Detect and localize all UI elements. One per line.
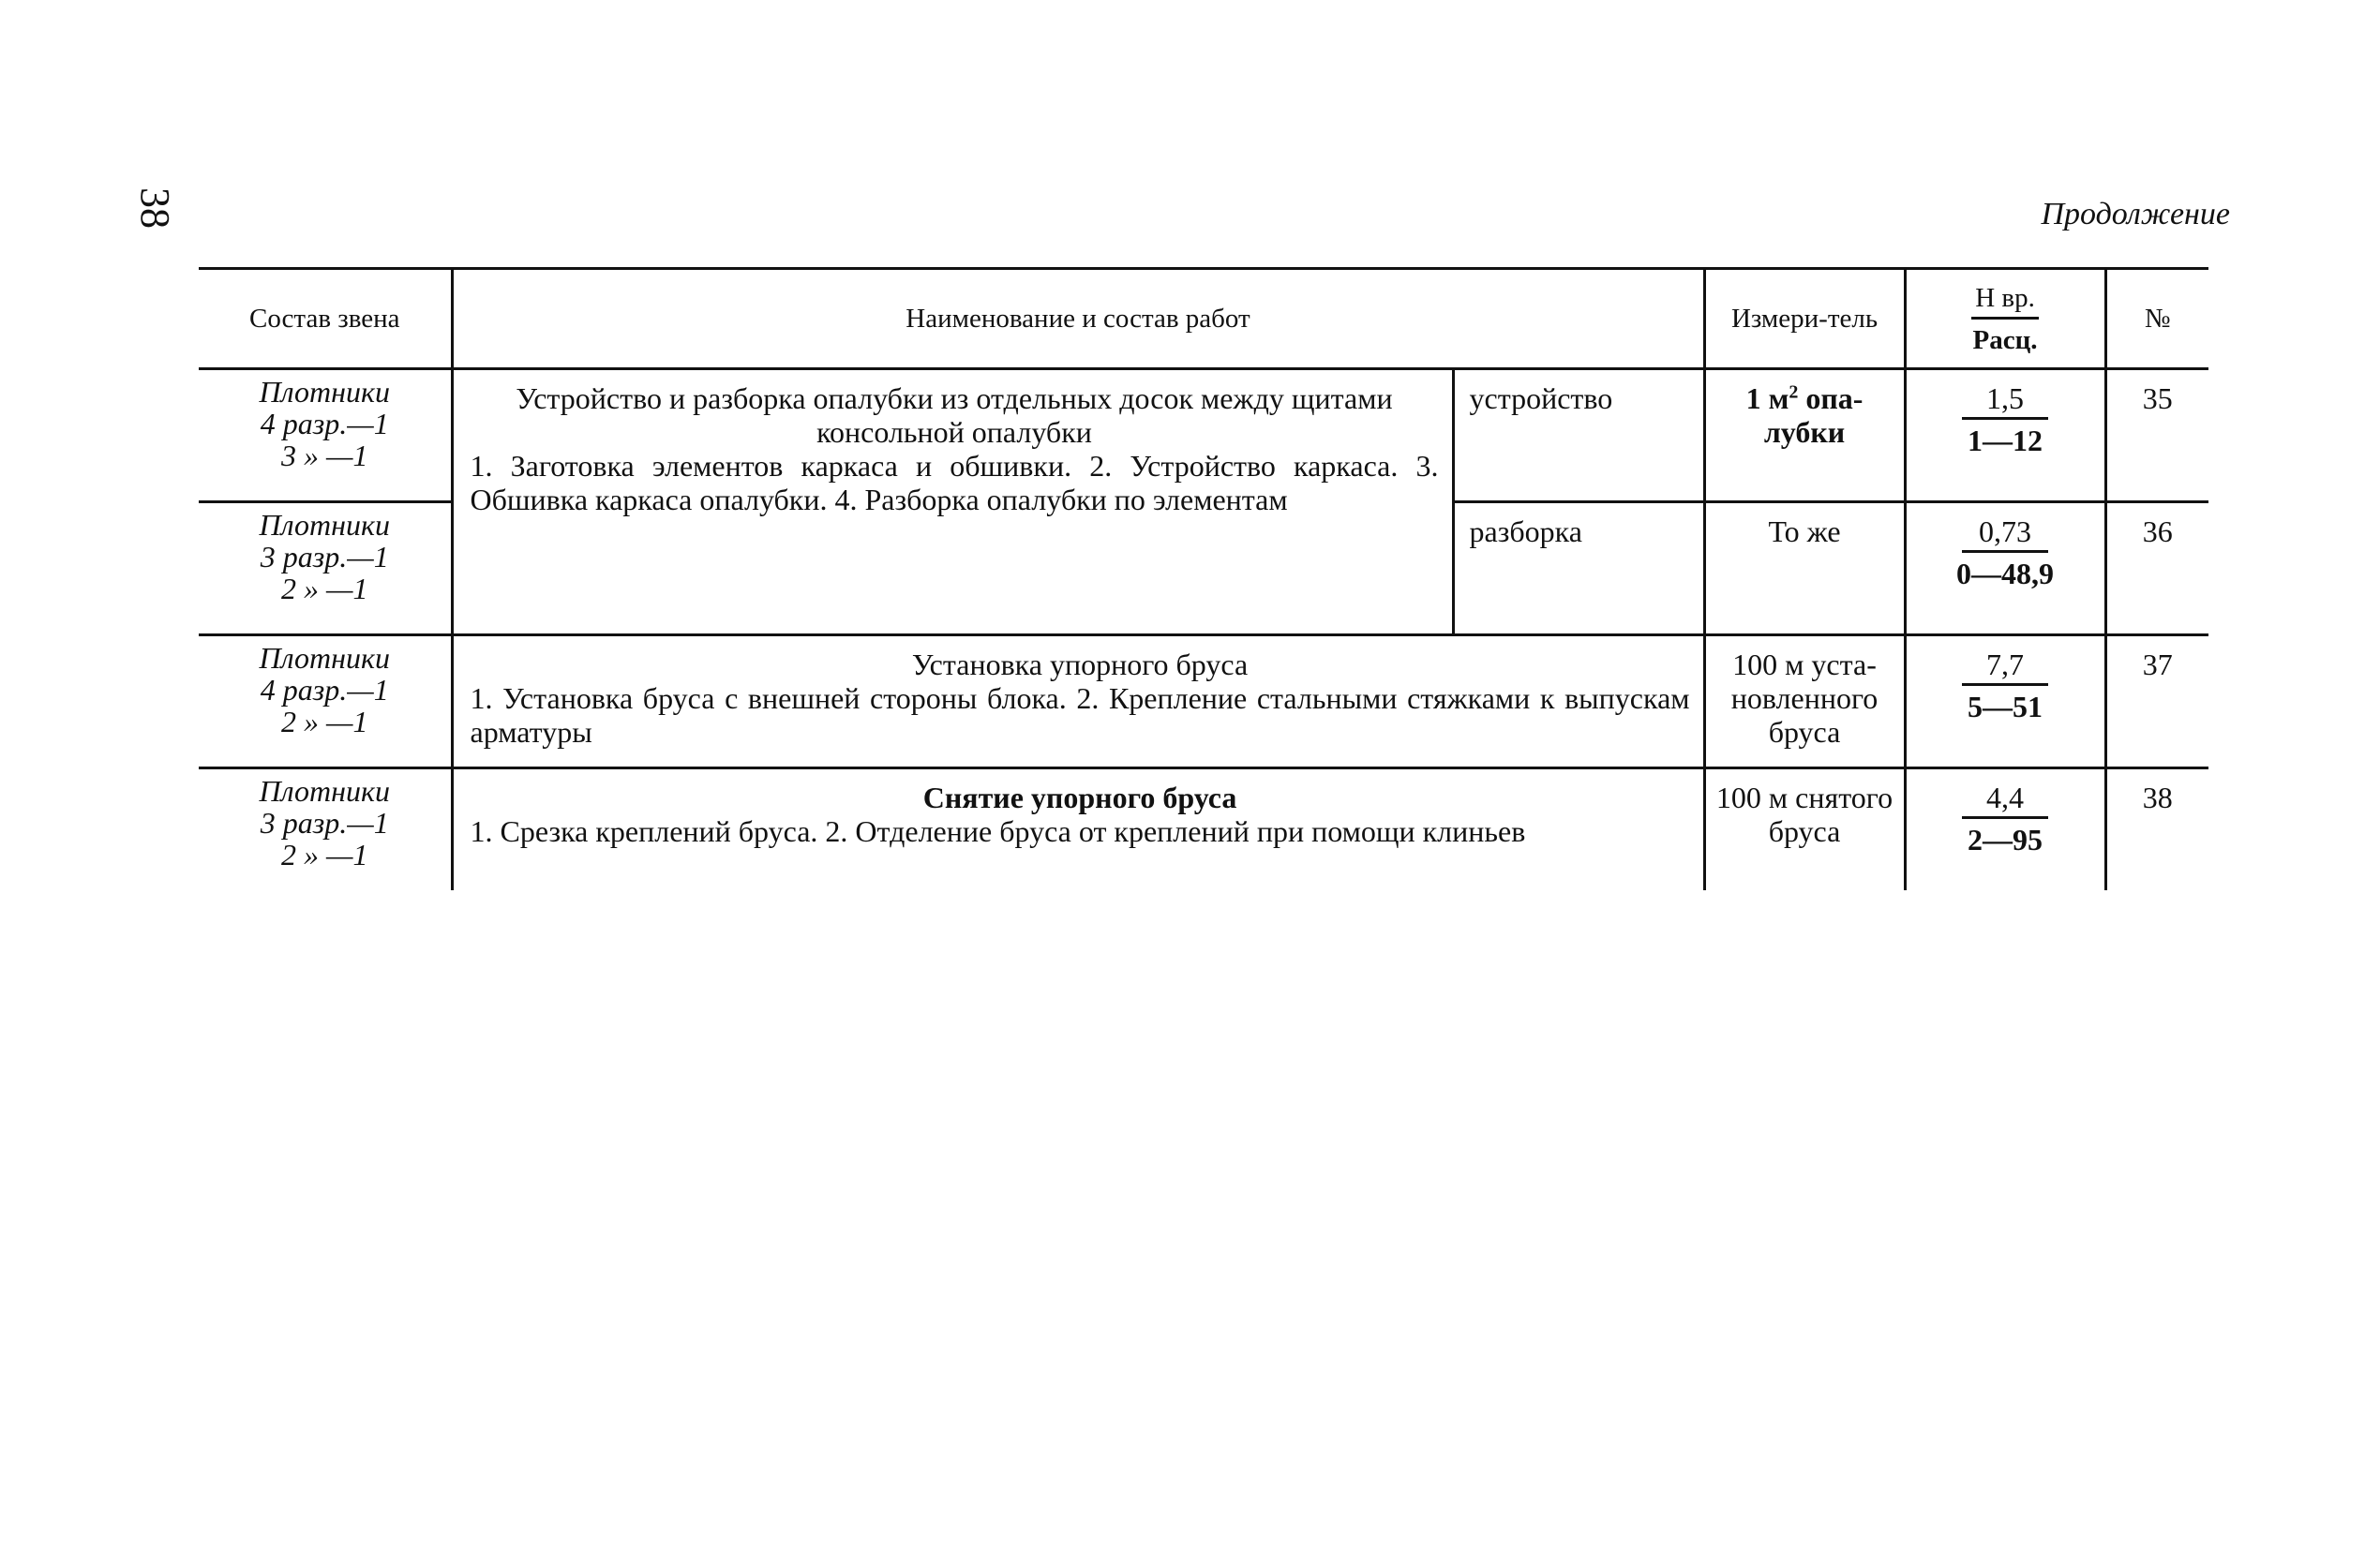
unit-cell: То же	[1704, 502, 1905, 635]
table-row	[199, 369, 2208, 502]
rate-value: 0—48,9	[1956, 557, 2055, 590]
work-description: 1. Установка бруса с внешней стороны блока. 2. Крепление стальными стяжками к выпускам арматуры	[470, 681, 1690, 749]
team-grade: 4 разр.—1	[260, 673, 389, 707]
work-description: 1. Срезка креплений бруса. 2. Отделение бруса от креплений при помощи клиньев	[470, 814, 1526, 848]
team-trade: Плотники	[259, 508, 390, 542]
header-team: Состав звена	[199, 269, 452, 369]
team-grade: 3 разр.—1	[260, 806, 389, 840]
work-cell	[452, 369, 1453, 635]
header-norm-top: Н вр.	[1971, 281, 2039, 320]
norms-table	[199, 267, 2208, 890]
rate-value: 1—12	[1968, 424, 2043, 457]
team-grade: 2 » —1	[281, 838, 368, 871]
header-norm	[1905, 269, 2105, 369]
team-cell	[199, 768, 452, 890]
rate-value: 2—95	[1968, 823, 2043, 856]
norm-cell	[1905, 768, 2105, 890]
unit-superscript: 2	[1789, 381, 1799, 403]
team-trade: Плотники	[259, 774, 390, 808]
work-cell	[452, 635, 1704, 768]
team-trade: Плотники	[259, 641, 390, 675]
team-grade: 2 » —1	[281, 705, 368, 738]
unit-cell	[1704, 369, 1905, 502]
team-trade: Плотники	[259, 375, 390, 409]
team-cell	[199, 369, 452, 502]
table-row	[199, 768, 2208, 890]
header-norm-bottom: Расц.	[1972, 324, 2038, 355]
team-grade: 2 » —1	[281, 572, 368, 605]
norm-cell	[1905, 502, 2105, 635]
num-cell: 38	[2105, 768, 2208, 890]
norm-time: 1,5	[1962, 381, 2048, 420]
team-cell	[199, 635, 452, 768]
variant-cell: устройство	[1453, 369, 1704, 502]
work-title: Устройство и разборка опалубки из отдельных досок между щитами консольной опалубки	[516, 381, 1393, 449]
header-unit-text: Измери-тель	[1730, 304, 1879, 334]
norm-time: 0,73	[1962, 514, 2048, 553]
team-grade: 3 » —1	[281, 439, 368, 472]
header-num: №	[2105, 269, 2208, 369]
rate-value: 5—51	[1968, 690, 2043, 723]
norm-time: 4,4	[1962, 781, 2048, 819]
table-row	[199, 635, 2208, 768]
norm-time: 7,7	[1962, 648, 2048, 686]
continuation-label: Продолжение	[2041, 197, 2230, 231]
unit-text: 1 м	[1745, 381, 1789, 415]
norm-cell	[1905, 635, 2105, 768]
norm-cell	[1905, 369, 2105, 502]
work-cell	[452, 768, 1704, 890]
header-unit	[1704, 269, 1905, 369]
work-title: Установка упорного бруса	[911, 648, 1249, 681]
team-grade: 4 разр.—1	[260, 407, 389, 440]
variant-cell: разборка	[1453, 502, 1704, 635]
work-description: 1. Заготовка элементов каркаса и обшивки. 2. Устройство каркаса. 3. Обшивка каркаса опалубки. 4. Разборка опалубки по элементам	[470, 449, 1439, 516]
unit-text-line2: лубки	[1763, 415, 1846, 449]
num-cell: 36	[2105, 502, 2208, 635]
page-number: 38	[132, 187, 178, 229]
team-cell	[199, 502, 452, 635]
unit-text-rest: опа-	[1798, 381, 1864, 415]
team-grade: 3 разр.—1	[260, 540, 389, 573]
work-title: Снятие упорного бруса	[922, 781, 1237, 814]
unit-cell: 100 м уста-новленного бруса	[1704, 635, 1905, 768]
unit-cell: 100 м снятого бруса	[1704, 768, 1905, 890]
header-work: Наименование и состав работ	[452, 269, 1704, 369]
num-cell: 35	[2105, 369, 2208, 502]
table-header-row	[199, 269, 2208, 369]
num-cell: 37	[2105, 635, 2208, 768]
